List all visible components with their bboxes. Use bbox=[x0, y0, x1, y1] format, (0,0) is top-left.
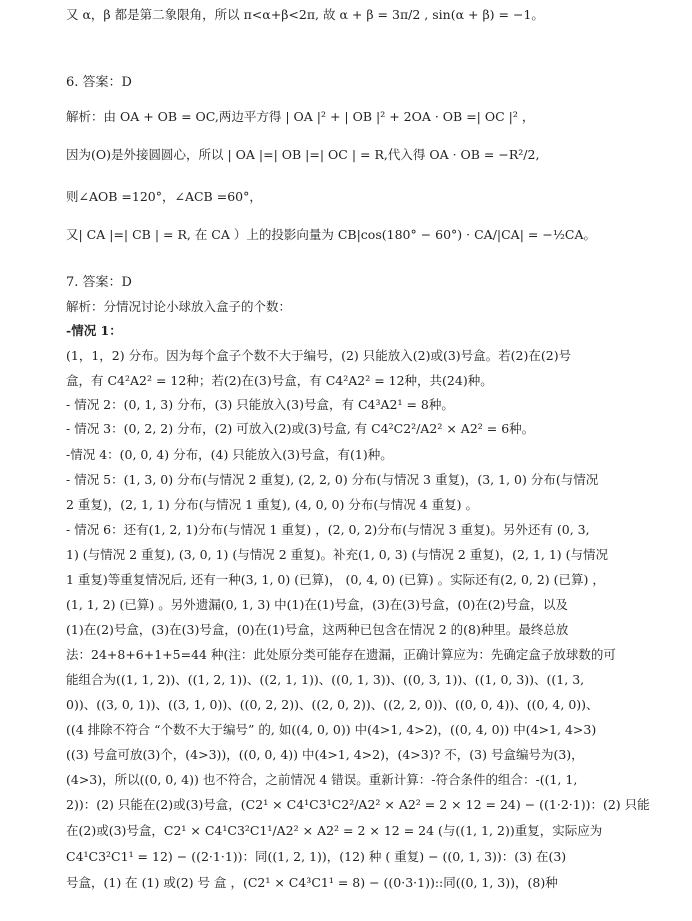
text-line-18: 1) (与情况 2 重复), (3, 0, 1) (与情况 2 重复)。补充(1, 0, 3) (与情况 2 重复)，(2, 1, 1) (与情况 bbox=[66, 547, 609, 562]
case-4-line: -情况 4：(0, 0, 4) 分布，(4) 只能放入(3)号盒，有(1)种。 bbox=[66, 447, 393, 462]
text-line-5: 则∠AOB =120°，∠ACB =60°， bbox=[66, 189, 262, 204]
case-5-line: - 情况 5：(1, 3, 0) 分布(与情况 2 重复), (2, 2, 0) 分布(与情况 3 重复)，(3, 1, 0) 分布(与情况 bbox=[66, 472, 599, 487]
text-line-31: 号盒，(1) 在 (1) 或(2) 号 盒 ，(C2¹ × C4³C1¹ = 8) − ((0·3·1))::同((0, 1, 3))，(8)种 bbox=[66, 875, 558, 890]
text-line-25: ((4 排除不符合 “个数不大于编号” 的, 如((4, 0, 0)) 中(4>1, 4>2)，((0, 4, 0)) 中(4>1, 4>3) bbox=[66, 722, 597, 737]
text-line-1: 又 α，β 都是第二象限角，所以 π<α+β<2π, 故 α + β = 3π/2 , sin(α + β) = −1。 bbox=[66, 7, 544, 22]
text-line-23: 能组合为((1, 1, 2))、((1, 2, 1))、((2, 1, 1))、((0, 1, 3))、((0, 3, 1))、((1, 0, 3))、((1, 3, bbox=[66, 672, 585, 687]
text-line-28: 2))：(2) 只能在(2)或(3)号盒，(C2¹ × C4¹C3¹C2²/A2² × A2² = 2 × 12 = 24) − ((1·2·1))：(2) 只能 bbox=[66, 797, 650, 812]
text-line-10: (1，1，2) 分布。因为每个盒子个数不大于编号，(2) 只能放入(2)或(3)号盒。若(2)在(2)号 bbox=[66, 348, 572, 363]
text-line-6: 又| CA |=| CB | = R, 在 CA ）上的投影向量为 CB|cos(180° − 60°) · CA/|CA| = −½CA。 bbox=[66, 227, 597, 242]
text-line-21: (1)在(2)号盒，(3)在(3)号盒，(0)在(1)号盒，这两种已包含在情况 2 的(8)种里。最终总放 bbox=[66, 622, 569, 637]
case-2-line: - 情况 2：(0, 1, 3) 分布，(3) 只能放入(3)号盒，有 C4³A2¹ = 8种。 bbox=[66, 397, 454, 412]
case-1-heading: -情况 1： bbox=[66, 323, 122, 338]
text-line-3: 解析：由 OA + OB = OC,两边平方得 | OA |² + | OB |² + 2OA · OB =| OC |² ， bbox=[66, 109, 535, 124]
text-line-22: 法：24+8+6+1+5=44 种(注：此处原分类可能存在遗漏，正确计算应为：先确定盒子放球数的可 bbox=[66, 647, 616, 662]
answer-7-heading: 7. 答案：D bbox=[66, 275, 132, 290]
text-line-19: 1 重复)等重复情况后, 还有一种(3, 1, 0) (已算)， (0, 4, 0) (已算) 。实际还有(2, 0, 2) (已算) ， bbox=[66, 572, 605, 587]
text-line-26: ((3) 号盒可放(3)个，(4>3))，((0, 0, 4)) 中(4>1, 4>2)，(4>3)? 不，(3) 号盒编号为(3)， bbox=[66, 747, 584, 762]
answer-6-heading: 6. 答案：D bbox=[66, 75, 132, 90]
case-6-line: - 情况 6：还有(1, 2, 1)分布(与情况 1 重复) ，(2, 0, 2)分布(与情况 3 重复)。另外还有 (0, 3, bbox=[66, 522, 590, 537]
text-line-24: 0))、((3, 0, 1))、((3, 1, 0))、((0, 2, 2))、((2, 0, 2))、((2, 2, 0))、((0, 0, 4))、((0, 4, 0))、 bbox=[66, 697, 599, 712]
case-3-line: - 情况 3：(0, 2, 2) 分布，(2) 可放入(2)或(3)号盒, 有 C4²C2²/A2² × A2² = 6种。 bbox=[66, 421, 535, 436]
text-line-8: 解析：分情况讨论小球放入盒子的个数： bbox=[66, 299, 292, 314]
text-line-4: 因为(O)是外接圆圆心，所以 | OA |=| OB |=| OC | = R,代入得 OA · OB = −R²/2, bbox=[66, 147, 540, 162]
text-line-29: 在(2)或(3)号盒，C2¹ × C4¹C3²C1¹/A2² × A2² = 2 × 12 = 24 (与((1, 1, 2))重复，实际应为 bbox=[66, 823, 603, 838]
text-line-30: C4¹C3²C1¹ = 12) − ((2·1·1))：同((1, 2, 1))，(12) 种 ( 重复) − ((0, 1, 3))：(3) 在(3) bbox=[66, 849, 567, 864]
text-line-16: 2 重复)，(2, 1, 1) 分布(与情况 1 重复), (4, 0, 0) 分布(与情况 4 重复) 。 bbox=[66, 497, 478, 512]
text-line-11: 盒，有 C4²A2² = 12种；若(2)在(3)号盒，有 C4²A2² = 12种，共(24)种。 bbox=[66, 373, 493, 388]
text-line-20: (1, 1, 2) (已算) 。另外遗漏(0, 1, 3) 中(1)在(1)号盒，(3)在(3)号盒，(0)在(2)号盒，以及 bbox=[66, 597, 568, 612]
text-line-27: (4>3)，所以((0, 0, 4)) 也不符合，之前情况 4 错误。重新计算：-符合条件的组合：-((1, 1, bbox=[66, 772, 578, 787]
